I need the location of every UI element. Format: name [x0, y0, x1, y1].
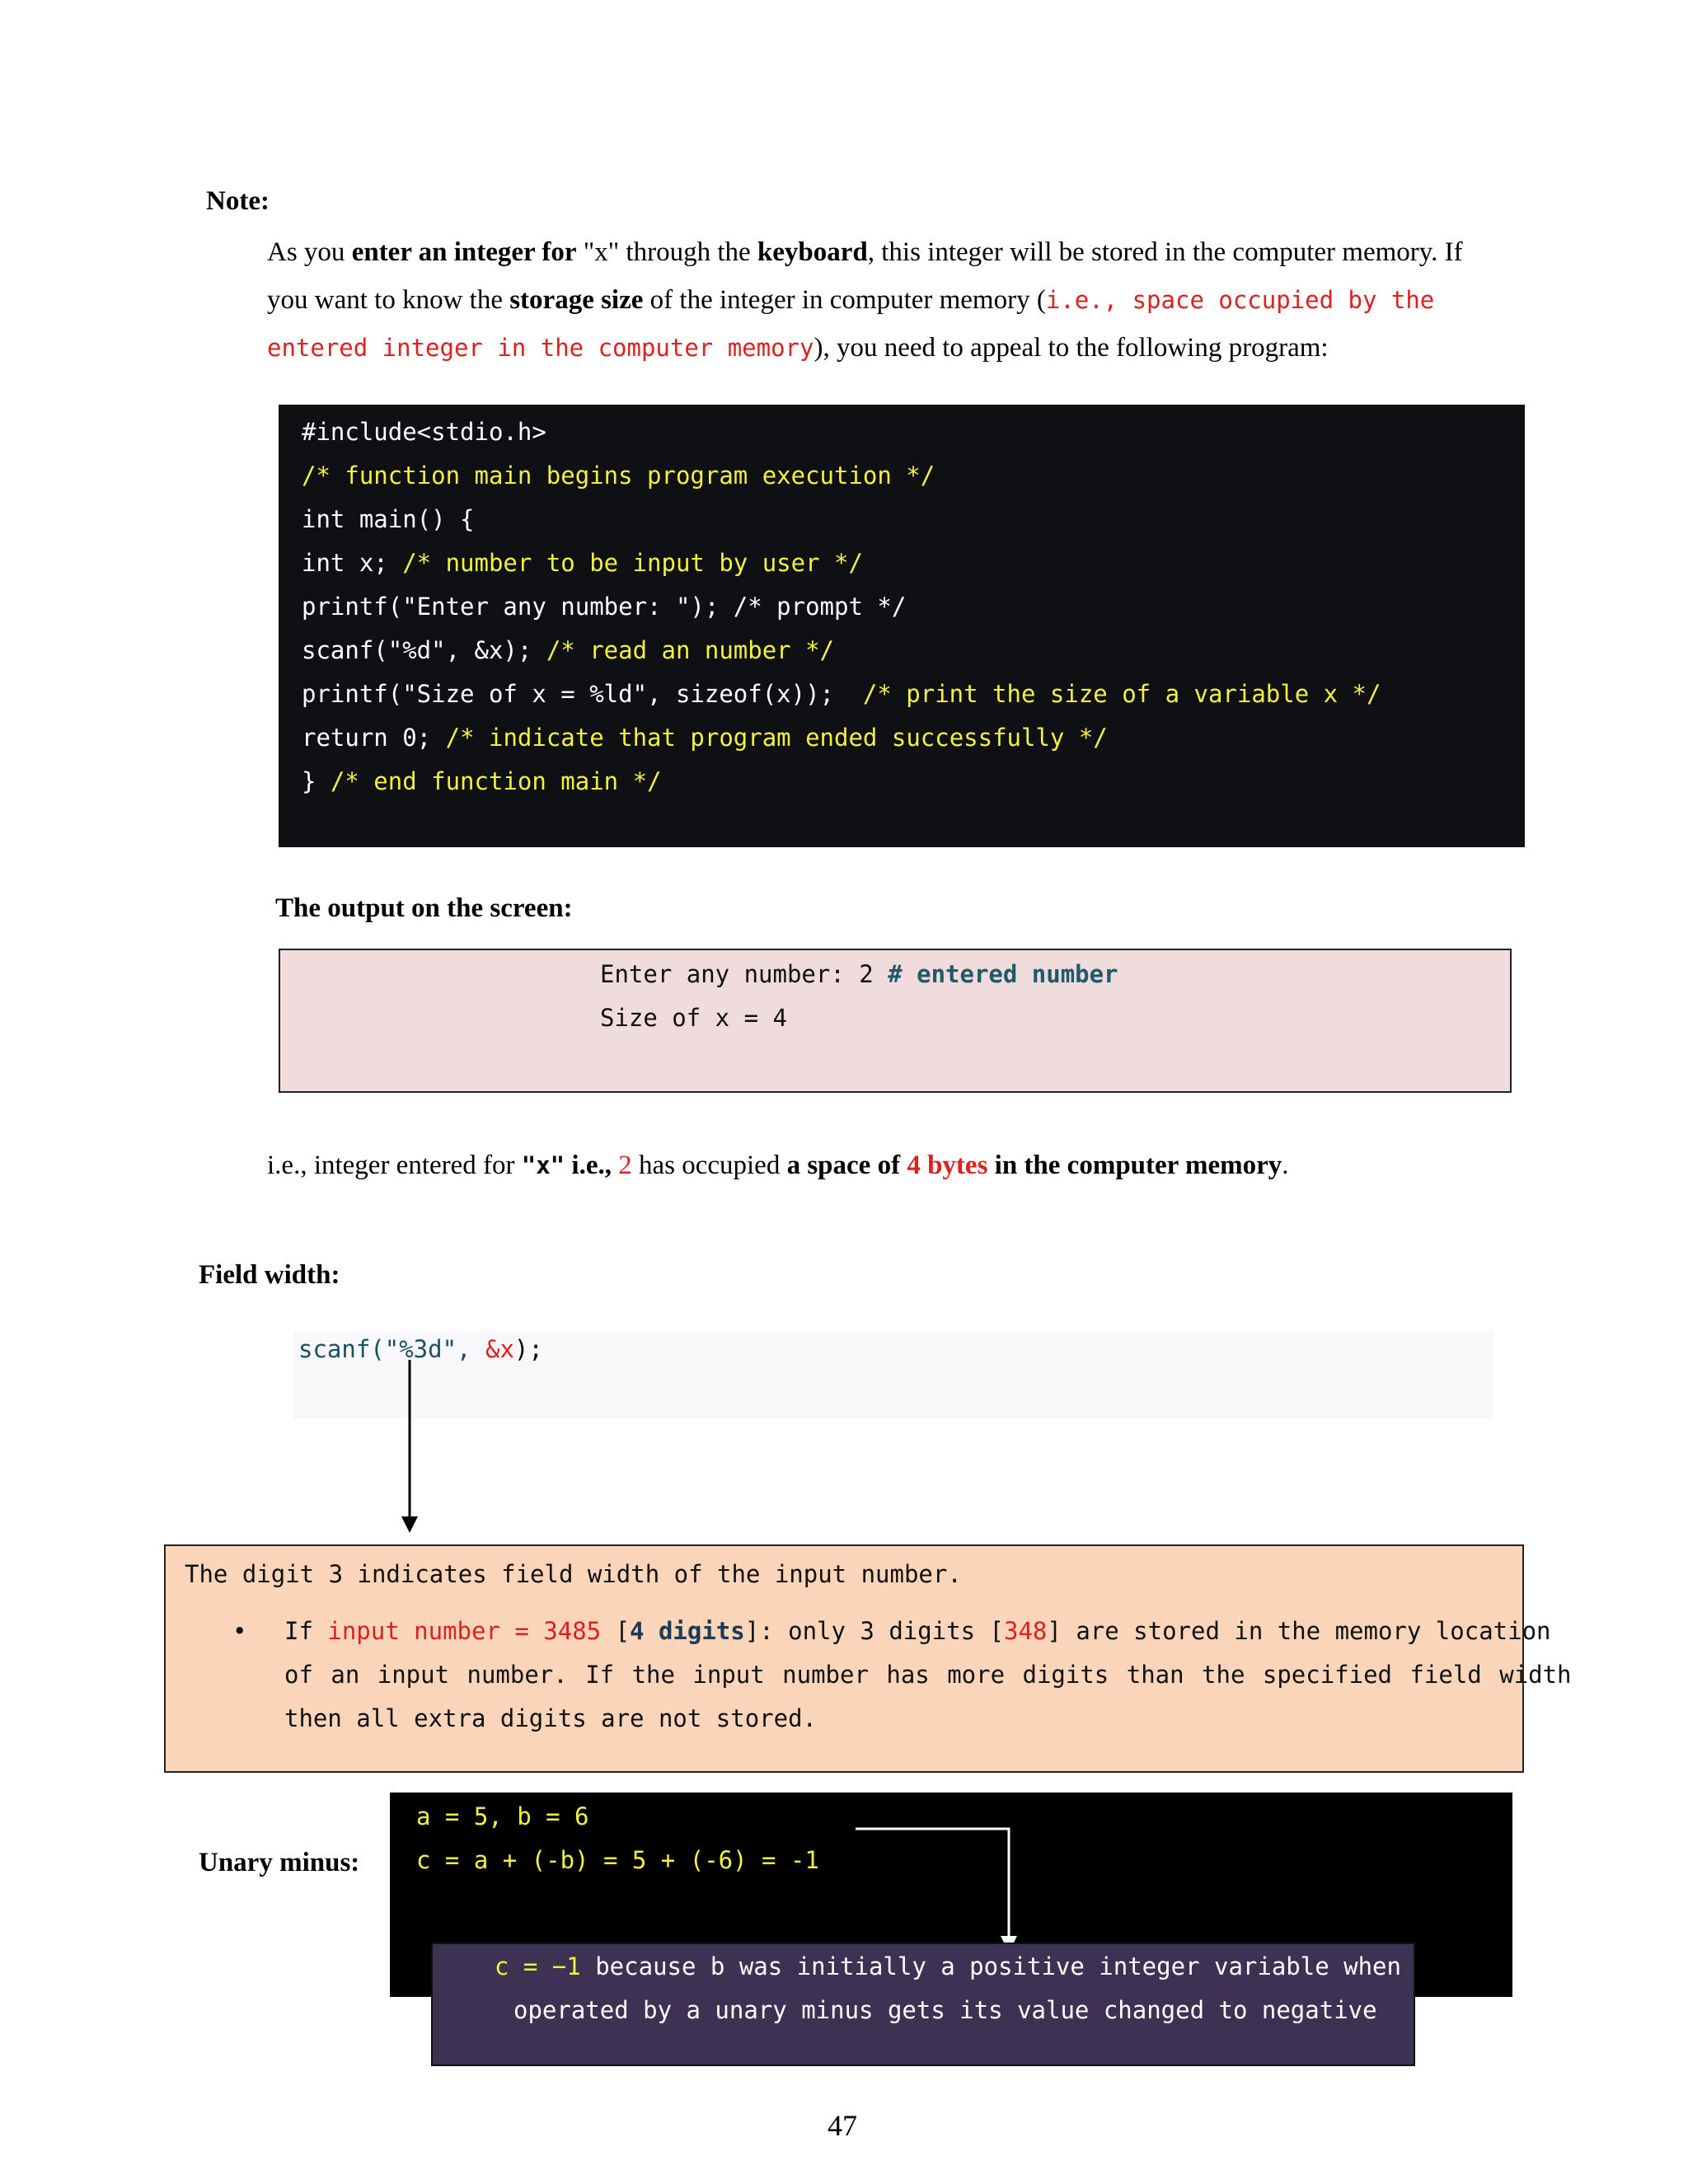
unary-code-line: a = 5, b = 6: [416, 1802, 589, 1830]
code-block: [279, 405, 1525, 847]
bullet-icon: •: [232, 1617, 247, 1645]
code-line: int main() {: [302, 505, 475, 533]
code-line: int x; /* number to be input by user */: [302, 549, 863, 577]
unary-minus-heading: Unary minus:: [199, 1848, 360, 1877]
field-note-line: then all extra digits are not stored.: [284, 1704, 818, 1732]
down-arrow-icon: [396, 1360, 420, 1535]
unary-explanation-line: operated by a unary minus gets its value changed to negative: [513, 1996, 1377, 2024]
unary-code-line: c = a + (-b) = 5 + (-6) = -1: [416, 1846, 819, 1874]
summary-line: i.e., integer entered for "x" i.e., 2 has occupied a space of 4 bytes in the computer memory.: [267, 1151, 1289, 1180]
code-line: #include<stdio.h>: [302, 418, 546, 446]
unary-explanation-box: [431, 1943, 1415, 2066]
code-line: return 0; /* indicate that program ended successfully */: [302, 724, 1108, 752]
field-width-heading: Field width:: [199, 1260, 340, 1290]
field-width-note: [164, 1544, 1572, 1773]
note-paragraph-line-3: entered integer in the computer memory), you need to appeal to the following program:: [267, 333, 1329, 363]
note-heading: Note:: [206, 186, 270, 216]
field-note-line: of an input number. If the input number has more digits than the specified field width: [284, 1661, 1572, 1689]
code-line: printf("Enter any number: "); /* prompt */: [302, 593, 907, 621]
field-note-line: If input number = 3485 [4 digits]: only 3 digits [348] are stored in the memory location: [284, 1617, 1551, 1645]
unary-explanation-line: c = −1 because b was initially a positive integer variable when: [495, 1952, 1401, 1980]
note-paragraph-line-1: As you enter an integer for "x" through the keyboard, this integer will be stored in the computer memory. If: [267, 237, 1463, 267]
code-line: /* function main begins program execution */: [302, 462, 935, 490]
output-heading: The output on the screen:: [275, 893, 573, 923]
note-paragraph-line-2: you want to know the storage size of the integer in computer memory (i.e., space occupied by the: [267, 285, 1435, 315]
elbow-arrow-icon: [856, 1825, 1020, 1957]
code-line: } /* end function main */: [302, 767, 662, 795]
output-line: Size of x = 4: [600, 1004, 787, 1032]
code-line: printf("Size of x = %ld", sizeof(x)); /* print the size of a variable x */: [302, 680, 1381, 708]
page-number: 47: [828, 2109, 857, 2142]
output-line: Enter any number: 2 # entered number: [600, 960, 1118, 988]
output-box: [279, 949, 1512, 1093]
snippet-line: scanf("%3d", &x);: [298, 1335, 543, 1363]
code-line: scanf("%d", &x); /* read an number */: [302, 636, 835, 664]
note-paragraph: [267, 228, 1495, 372]
field-note-title: The digit 3 indicates field width of the input number.: [185, 1560, 962, 1588]
scanf-snippet: [293, 1331, 1493, 1418]
